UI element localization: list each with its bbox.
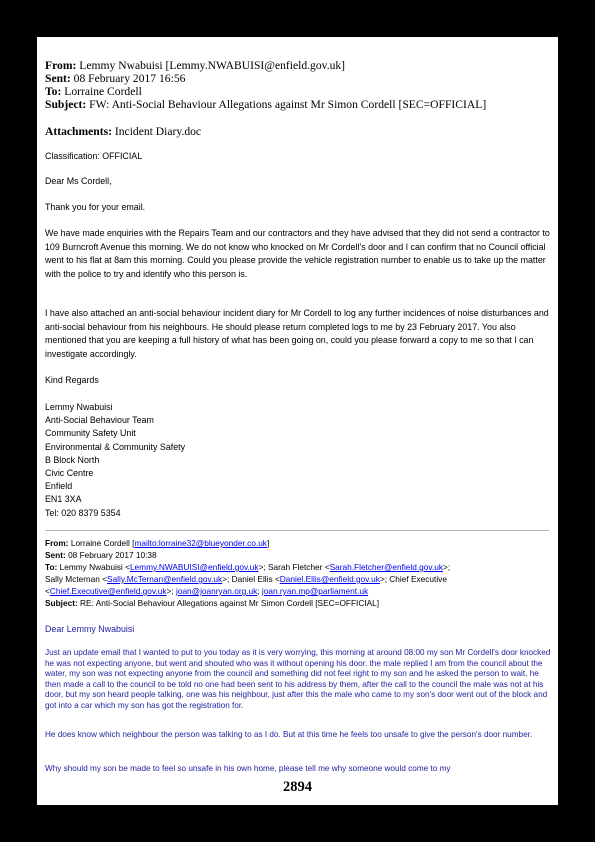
signature-line: Enfield (45, 481, 73, 492)
signature-line: Lemmy Nwabuisi (45, 402, 113, 412)
reply-paragraph-1: We have made enquiries with the Repairs Team and our contractors and they have advised that they did not send a contractor to 109 Burncroft Avenue this morning. We do not know who knocked on Mr Cordell’s door and I can confirm that no Council official went to his flat at 8am this morning. Could you please provide the vehicle registration number to enable us to take up the matter with the police to try and identify who this person is. (45, 228, 550, 279)
header-to: To: Lorraine Cordell (45, 85, 142, 98)
signature-line: Anti-Social Behaviour Team (45, 415, 154, 426)
fw-body-paragraph-2: He does know which neighbour the person was talking to as I do. But at this time he feels too unsafe to give the person's door number. (45, 730, 533, 739)
header-attachments: Attachments: Incident Diary.doc (45, 125, 202, 138)
reply-paragraph-2: I have also attached an anti-social behaviour incident diary for Mr Cordell to log any further incidences of noise disturbances and anti-social behaviour from his neighbours. He should please return completed logs to me by 23 February 2017. You also mentioned that you are keeping a full history of what has been going on, could you please forward a copy to me so that I can investigate accordingly. (45, 308, 549, 359)
fw-to-line-3: <Chief.Executive@enfield.gov.uk>; joan@joanryan.org.uk; joan.ryan.mp@parliament.uk (45, 586, 369, 596)
header-to-value: Lorraine Cordell (64, 85, 142, 98)
signature-line: Community Safety Unit (45, 428, 136, 439)
fw-sent: Sent: 08 February 2017 10:38 (45, 550, 157, 560)
header-from-value: Lemmy Nwabuisi [Lemmy.NWABUISI@enfield.gov.uk] (79, 59, 346, 72)
signature-line: Civic Centre (45, 468, 94, 479)
signature-line: EN1 3XA (45, 494, 82, 505)
attachment-filename[interactable]: Incident Diary.doc (114, 125, 202, 138)
email-link[interactable]: Sally.McTernan@enfield.gov.uk (107, 574, 223, 584)
fw-from: From: Lorraine Cordell [mailto:lorraine32@blueyonder.co.uk] (45, 538, 270, 548)
fw-subject: Subject: RE: Anti-Social Behaviour Allegations against Mr Simon Cordell [SEC=OFFICIAL] (45, 598, 380, 608)
fw-body-paragraph-1: Just an update email that I wanted to put to you today as it is very worrying, this morning at around 08:00 my son Mr Cordell's door knocked he was not expecting anyone, but went and shouted who was it without opening his door. the male replied I am from the council about the water, my son was not expecting anyone from the council and something did not feel right to my son and he asked the person to wait, he then made a call to the council to be told no one had been sent to his address by them, after the call to the council the male was not at his door, but my son heard people talking, one was his neighbour, just after this the male who came to my son's door went out of the block and got into a car which my son has got the registration for. (45, 648, 551, 710)
email-link[interactable]: Daniel.Ellis@enfield.gov.uk (279, 574, 380, 584)
email-link[interactable]: joan.ryan.mp@parliament.uk (261, 586, 369, 596)
separator-line (45, 530, 549, 531)
fw-body-paragraph-3: Why should my son be made to feel so unsafe in his own home, please tell me why someone would come to my (45, 764, 451, 773)
email-link[interactable]: Sarah.Fletcher@enfield.gov.uk (329, 562, 444, 572)
header-sent-value: 08 February 2017 16:56 (73, 72, 186, 85)
document-page (37, 37, 558, 805)
email-link[interactable]: Chief.Executive@enfield.gov.uk (49, 586, 167, 596)
fw-to-line-1: To: Lemmy Nwabuisi <Lemmy.NWABUISI@enfield.gov.uk>; Sarah Fletcher <Sarah.Fletcher@enfield.gov.uk>; (45, 562, 451, 572)
fw-to-line-2: Sally Mcternan <Sally.McTernan@enfield.gov.uk>; Daniel Ellis <Daniel.Ellis@enfield.gov.uk>; Chief Executive (45, 574, 447, 584)
header-subject-value: FW: Anti-Social Behaviour Allegations against Mr Simon Cordell [SEC=OFFICIAL] (89, 98, 487, 111)
classification: Classification: OFFICIAL (45, 151, 143, 161)
reply-thanks: Thank you for your email. (45, 202, 146, 212)
signature-line: Tel: 020 8379 5354 (45, 507, 121, 518)
header-sent: Sent: 08 February 2017 16:56 (45, 72, 186, 85)
signature-line: Environmental & Community Safety (45, 441, 186, 452)
fw-from-link[interactable]: mailto:lorraine32@blueyonder.co.uk (134, 538, 267, 548)
email-link[interactable]: joan@joanryan.org.uk (175, 586, 258, 596)
signature-line: B Block North (45, 454, 100, 465)
signature-block (45, 401, 185, 520)
header-subject: Subject: FW: Anti-Social Behaviour Allegations against Mr Simon Cordell [SEC=OFFICIAL] (45, 98, 487, 111)
reply-closing: Kind Regards (45, 375, 99, 385)
email-link[interactable]: Lemmy.NWABUISI@enfield.gov.uk (129, 562, 259, 572)
reply-greeting: Dear Ms Cordell, (45, 176, 112, 186)
fw-greeting: Dear Lemmy Nwabuisi (45, 624, 135, 634)
header-from: From: Lemmy Nwabuisi [Lemmy.NWABUISI@enfield.gov.uk] (45, 59, 346, 72)
page-number: 2894 (283, 779, 312, 795)
